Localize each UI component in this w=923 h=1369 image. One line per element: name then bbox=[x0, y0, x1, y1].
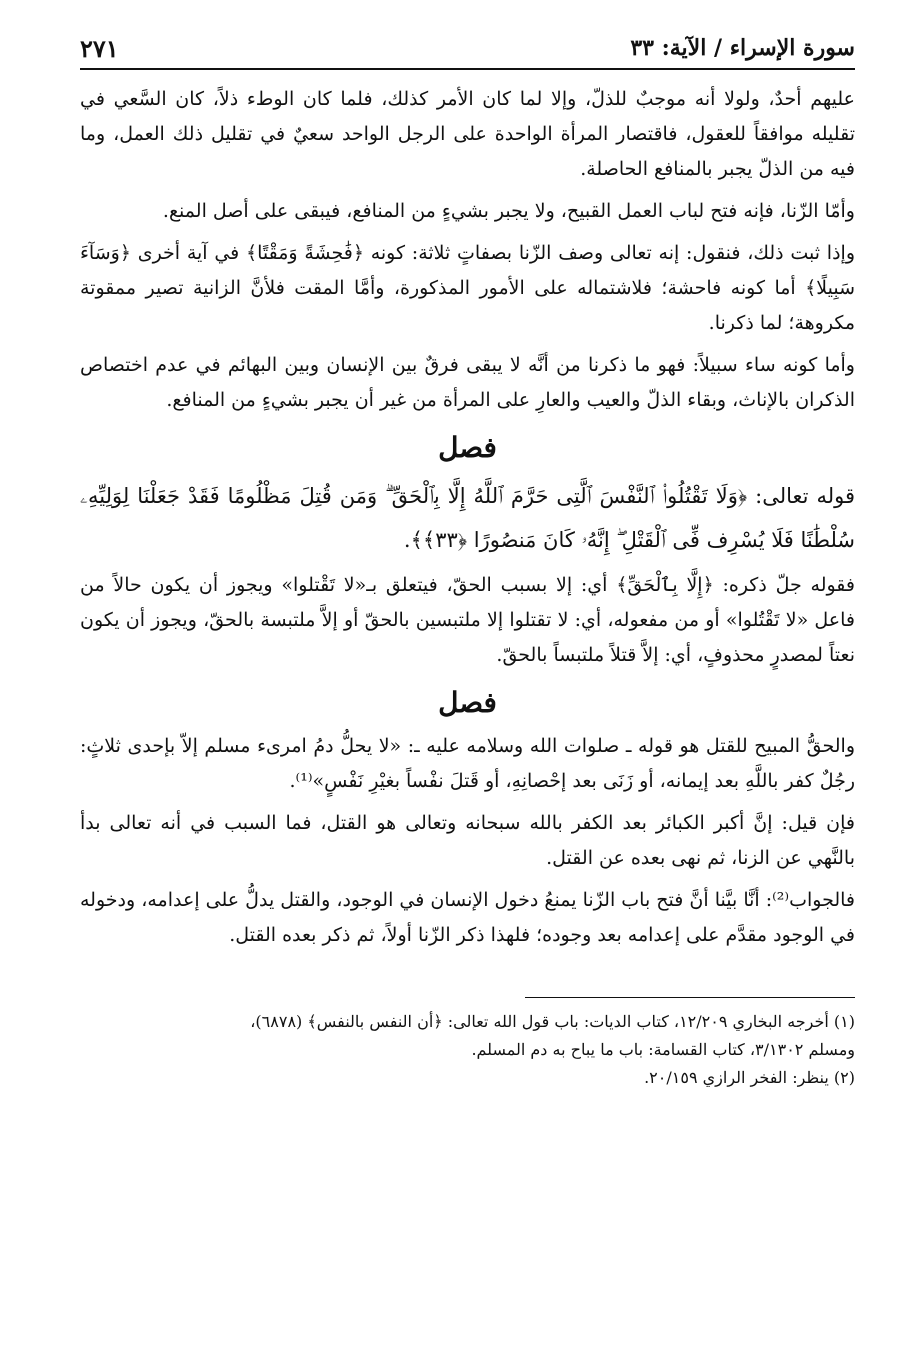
footnote-1a: (١) أخرجه البخاري ١٢/٢٠٩، كتاب الديات: باب قول الله تعالى: ﴿أن النفس بالنفس﴾ (٦٨٧٨)، bbox=[250, 1012, 855, 1031]
paragraph-4: وأما كونه ساء سبيلاً: فهو ما ذكرنا من أنَّه لا يبقى فرقٌ بين الإنسان وبين البهائم في عدم اختصاص الذكران بالإناث، وبقاء الذلّ والعيب والعارِ على المرأة من غير أن يجبر بشيءٍ من المنافع. bbox=[80, 354, 855, 411]
footnote-1b: ومسلم ٣/١٣٠٢، كتاب القسامة: باب ما يباح به دم المسلم. bbox=[471, 1040, 855, 1059]
running-title: سورة الإسراء / الآية: ٣٣ bbox=[630, 35, 855, 61]
section-heading-1: فصل bbox=[438, 431, 497, 464]
verse-paragraph: قوله تعالى: ﴿وَلَا تَقْتُلُوا۟ ٱلنَّفْسَ ٱلَّتِى حَرَّمَ ٱللَّهُ إِلَّا بِٱلْحَقِّ ۗ وَمَن قُتِلَ مَظْلُومًا فَقَدْ جَعَلْنَا لِوَلِيِّهِۦ سُلْطَٰنًا فَلَا يُسْرِف فِّى ٱلْقَتْلِ ۖ إِنَّهُۥ كَانَ مَنصُورًا ﴿٣٣﴾﴾. bbox=[80, 484, 855, 552]
footnote-2: (٢) ينظر: الفخر الرازي ٢٠/١٥٩. bbox=[644, 1068, 855, 1087]
paragraph-after-verse: فقوله جلّ ذكره: ﴿إِلَّا بِٱلْحَقِّ﴾ أي: إلا بسبب الحقّ، فيتعلق بـ«لا تَقْتلوا» ويجوز أن يكون حالاً من فاعل «لا تَقْتُلوا» أو من مفعوله، أي: لا تقتلوا إلا ملتبسين بالحقّ أو إلاَّ ملتبسة بالحقّ، ويجوز أن يكون نعتاً لمصدرٍ محذوفٍ، أي: إلاَّ قتلاً ملتبساً بالحقّ. bbox=[80, 574, 855, 666]
section2-paragraph-1: والحقُّ المبيح للقتل هو قوله ـ صلوات الله وسلامه عليه ـ: «لا يحلُّ دمُ امرىء مسلم إلاّ بإحدى ثلاثٍ: رجُلٌ كفر باللَّهِ بعد إيمانه، أو زَنَى بعد إحْصانِهِ، أو قَتلَ نفْساً بغيْرِ نَفْسٍ»⁽¹⁾. bbox=[80, 735, 855, 792]
footnote-divider bbox=[525, 997, 855, 998]
page-header bbox=[80, 28, 855, 70]
paragraph-1: عليهم أحدٌ، ولولا أنه موجبٌ للذلّ، وإلا لما كان الأمر كذلك، فلما كان الوطء ذلاً، كان السَّعي في تقليله موافقاً للعقول، فاقتصار المرأة الواحدة على الرجل الواحد سعيٌ في تقليل ذلك العمل، وما فيه من الذلّ يجبر بالمنافع الحاصلة. bbox=[80, 88, 855, 180]
paragraph-3: وإذا ثبت ذلك، فنقول: إنه تعالى وصف الزّنا بصفاتٍ ثلاثة: كونه ﴿فَٰحِشَةً وَمَقْتًا﴾ في آية أخرى ﴿وَسَآءَ سَبِيلًا﴾ أما كونه فاحشة؛ فلاشتماله على الأمور المذكورة، وأمَّا المقت فلأنَّ الزانية تصير ممقوتة مكروهة؛ لما ذكرنا. bbox=[80, 242, 855, 334]
section2-paragraph-2: فإن قيل: إنَّ أكبر الكبائر بعد الكفر بالله سبحانه وتعالى هو القتل، فما السبب في أنه تعالى بدأ بالنَّهي عن الزنا، ثم نهى بعده عن القتل. bbox=[80, 812, 855, 869]
section2-paragraph-3: فالجواب⁽²⁾: أنَّا بيَّنا أنَّ فتح باب الزّنا يمنعُ دخول الإنسان في الوجود، والقتل يدلُّ على إعدامه، ودخوله في الوجود مقدَّم على إعدامه بعد وجوده؛ فلهذا ذكر الزّنا أولاً، ثم ذكر بعده القتل. bbox=[80, 889, 855, 946]
section-heading-2: فصل bbox=[438, 686, 497, 719]
page-number: ٢٧١ bbox=[80, 33, 119, 63]
paragraph-2: وأمّا الزّنا، فإنه فتح لباب العمل القبيح، ولا يجبر بشيءٍ من المنافع، فيبقى على أصل المنع. bbox=[162, 200, 855, 222]
